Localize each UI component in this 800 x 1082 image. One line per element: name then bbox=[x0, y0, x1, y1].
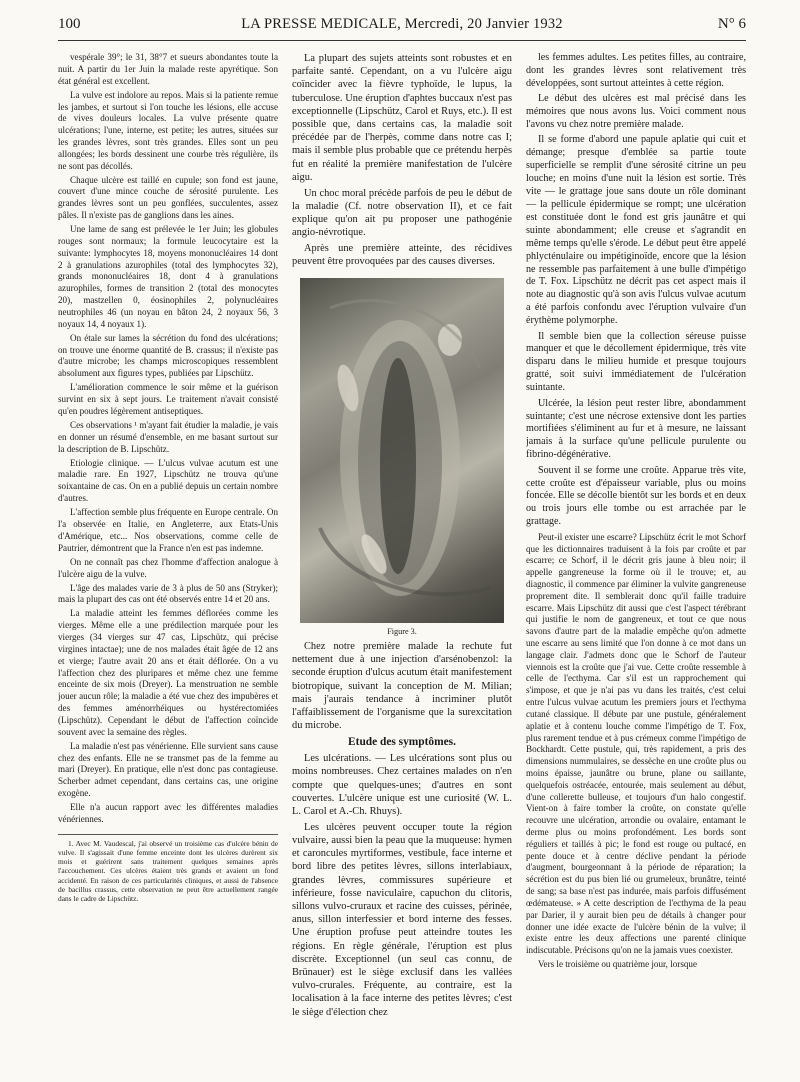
paragraph: vespérale 39°; le 31, 38°7 et sueurs abondantes toute la nuit. A partir du 1er Juin la malade reste apyrétique. Son état général est excellent. bbox=[58, 52, 278, 86]
clinical-photo-illustration bbox=[300, 278, 504, 623]
paragraph: Vers le troisième ou quatrième jour, lorsque bbox=[538, 959, 697, 970]
paragraph: Les ulcères peuvent occuper toute la région vulvaire, aussi bien la peau que la muqueuse: hymen et caroncules myrtiformes, vestibule, face interne et bord libre des petites lèvres, sillons interlabiaux, grandes lèvres, commissures supérieure et inférieure, fosse naviculaire, capuchon du clitoris, sillons vulvo-cruraux et racine des cuisses, périnée, anus, sillon interfessier et bord interne des fesses. Une éruption profuse peut atteindre toutes les régions. En règle générale, l'éruption est plus discrète. Exceptionnel (un seul cas connu, de Brünauer) est le siège exclusif dans les vallées vulvo-crurales. Fréquente, au contraire, est la localisation à la face interne des petites lèvres; c'est le siège d'élection chez bbox=[292, 821, 512, 1018]
paragraph: La maladie n'est pas vénérienne. Elle survient sans cause chez des enfants. Elle ne se transmet pas de la femme au mari (Dreyer). En pratique, elle n'est donc pas contagieuse. Scherber admet cependant, dans certains cas, une origine exogène. bbox=[58, 740, 278, 798]
footnote bbox=[58, 834, 278, 904]
footnote-text: 1. Avec M. Vaudescal, j'ai observé un troisième cas d'ulcère bénin de vulve. Il s'agissait d'une femme enceinte dont les ulcères durèrent six mois et guérirent sans traitement quelques semaines après l'accouchement. Ces ulcères étaient très grands et avaient un fond accidenté. En raison de ces particularités cliniques, et aussi de l'absence de bacillus crassus, cette observation ne peut être actuellement rangée dans le cadre de Lipschütz. bbox=[58, 838, 278, 904]
paragraph: L'amélioration commence le soir même et la guérison survint en six à sept jours. Le traitement n'avait consisté qu'en poudres légèrement antiseptiques. bbox=[58, 382, 278, 416]
paragraph: On étale sur lames la sécrétion du fond des ulcérations; on trouve une énorme quantité de B. crassus; il n'existe pas d'autre microbe; les champs microscopiques ressemblent absolument aux figures types, publiées par Lipschütz. bbox=[58, 332, 278, 379]
paragraph: Une lame de sang est prélevée le 1er Juin; les globules rouges sont normaux; la formule leucocytaire est la suivante: lymphocytes 18, moyens mononucléaires 14 dont 2 à granulations azurophiles (total des lymphocytes 32), grands mononucléaires 18, dont 4 à granulations azurophiles, formes de transition 2 (total des monocytes 20), mastzellen 0, éosinophiles 2, polynucléaires neutrophiles 46 (un noyau en bâton 24, 2 noyaux 56, 3 noyaux 14, 4 noyaux 1). bbox=[58, 224, 278, 329]
paragraph-etiologie: Etiologie clinique. — L'ulcus vulvae acutum est une maladie rare. En 1927, Lipschütz ne trouva qu'une soixantaine de cas. On en a publié depuis un certain nombre d'autres. bbox=[58, 457, 278, 504]
paragraph: La vulve est indolore au repos. Mais si la patiente remue les jambes, et surtout si l'on touche les lésions, elle accuse de vives douleurs locales. La vulve présente quatre ulcérations; l'une, interne, est petite; les autres, situées sur les grandes lèvres, sont très grandes. Elles sont un peu allongées; les bords dessinent une courbe très régulière, ils ne sont pas décollés. bbox=[58, 89, 278, 171]
paragraph: La plupart des sujets atteints sont robustes et en parfaite santé. Cependant, on a vu l'ulcère aigu coïncider avec la fièvre typhoïde, le lupus, la tuberculose. Une éruption d'aphtes buccaux n'est pas exceptionnelle (Lipschütz, Carol et Ruys, etc.). Il est possible que, dans certains cas, la maladie soit précédée par de l'herpès, comme dans notre cas I; mais il semble plus probable que ce prétendu herpès fut en réalité la première manifestation de l'ulcère aigu. bbox=[292, 53, 512, 183]
text-columns bbox=[58, 52, 748, 1076]
section-title: Etude des symptômes. bbox=[348, 735, 456, 748]
journal-title: LA PRESSE MEDICALE, Mercredi, 20 Janvier 1932 bbox=[241, 16, 563, 32]
column-left bbox=[58, 52, 278, 1076]
paragraph: L'âge des malades varie de 3 à plus de 50 ans (Stryker); mais la plupart des cas ont été observés entre 14 et 20 ans. bbox=[58, 582, 278, 605]
figure-caption: Figure 3. bbox=[387, 627, 417, 637]
issue-number: N° 6 bbox=[717, 16, 746, 32]
paragraph: On ne connaît pas chez l'homme d'affection analogue à l'ulcère aigu de la vulve. bbox=[58, 556, 278, 579]
paragraph: La maladie atteint les femmes déflorées comme les vierges. Même elle a une prédilection marquée pour les vierges (34 vierges sur 47 cas, Lipschütz, qui précise virgines intactae); une de nos malades était âgée de 12 ans et vierge; l'autre avait 20 ans et était déflorée. On a vu l'affection chez des pluripares et même chez une femme enceinte de six mois (Dreyer). La menstruation ne semble jouer aucun rôle; la maladie a été vue chez des impubères et des femmes aménorrhéiques ou hystérectomiées (Lipschütz). Cependant le début de l'affection coïncide souvent avec la semaine des règles. bbox=[58, 608, 278, 737]
paragraph: les femmes adultes. Les petites filles, au contraire, dont les grandes lèvres sont relativement très développées, sont surtout atteintes à cette région. bbox=[526, 52, 746, 89]
paragraph: L'affection semble plus fréquente en Europe centrale. On l'a observée en Italie, en Angleterre, aux Etats-Unis d'Amérique, etc... Nos observations, comme celle de Pautrier, démontrent que la France n'en est pas indemne. bbox=[58, 507, 278, 553]
page-header bbox=[58, 16, 746, 41]
page-number: 100 bbox=[58, 16, 81, 32]
paragraph-ulcerations: Les ulcérations. — Les ulcérations sont plus ou moins nombreuses. Chez certaines malades on n'en compte que quelques-unes; d'autres en sont couvertes. L'ulcère unique est une curiosité (W. L. L. Carol et A.-Ch. Rhuys). bbox=[292, 753, 512, 818]
paragraph: Elle n'a aucun rapport avec les différentes maladies vénériennes. bbox=[58, 802, 278, 824]
paragraph: Chaque ulcère est taillé en cupule; son fond est jaune, couvert d'une mince couche de sérosité purulente. Les grandes lèvres sont un peu gonflées, succulentes, assez pâles. Il n'existe pas de ganglions dans les aines. bbox=[58, 174, 278, 221]
paragraph: Le début des ulcères est mal précisé dans les mémoires que nous avons lus. Voici comment nous l'avons vu chez notre première malade. bbox=[526, 93, 746, 131]
paragraph: Ces observations ¹ m'ayant fait étudier la maladie, je vais en donner un résumé d'ensemble, en me basant surtout sur la description de B. Lipschütz. bbox=[58, 419, 278, 454]
paragraph: Il semble bien que la collection séreuse puisse manquer et que le décollement épidermique, très vite disparu dans le milieu humide et presque toujours gratté, soit suivi immédiatement de l'ulcération suintante. bbox=[526, 330, 746, 394]
column-middle bbox=[292, 52, 512, 1076]
paragraph: Ulcérée, la lésion peut rester libre, abondamment suintante; c'est une nécrose extensive dont les parties mortifiées s'éliminent au fur et à mesure, ne laissant jamais à la surface qu'une pellicule purulente ou fibrino-dégénérative. bbox=[526, 397, 746, 461]
paragraph: Souvent il se forme une croûte. Apparue très vite, cette croûte est d'épaisseur variable, plus ou moins foncée. Elle se décolle bientôt sur les bords et en deux ou trois jours elle tombe ou est arrachée par le grattage. bbox=[526, 464, 746, 528]
column-right bbox=[526, 52, 746, 1076]
figure-photograph bbox=[300, 278, 504, 623]
paragraph: Un choc moral précède parfois de peu le début de la maladie (Cf. notre observation II), et ce fait explique qu'on ait pu proposer une pathogénie angio-névrotique. bbox=[292, 187, 512, 239]
paragraph: Peut-il exister une escarre? Lipschütz écrit le mot Schorf que les dictionnaires traduisent à la fois par croûte et par escarre; ce Schorf, il le décrit gris jaune à bleu noir; il appelle gangreneuse la forme où il le trouve; et, au diagnostic, il commence par éliminer la vulvite gangreneuse proprement dite. Il semblerait donc qu'il faille traduire escarre. Mais Lipschütz dit aussi que c'est l'aspect térébrant qui justifie le nom de gangreneux, et tout ce que nous savons d'autre part de la maladie empêche qu'on admette une escarre au sens limité que l'on donne à ce mot dans un langage clair. J'admets donc que le Schorf de l'auteur viennois est la croûte que j'ai vue. Cette croûte ressemble à celle de l'ecthyma. Car s'il est un rapprochement qui s'impose, et que je n'ai pas vu dans les traités, c'est celui entre l'ulcus vulvae acutum les premiers jours et l'ecthyma cutané classique. Il débute par une pustule, généralement aplatie et à contenu louche comme l'impétigo de T. Fox, plus rarement tendue et à pus crémeux comme l'impétigo de Bockhardt. Cette pustule, qui, très rapidement, a pris des dimensions nummulaires, se dessèche en une croûte plus ou moins épaisse, jaunâtre ou brune, plane ou saillante, quelquefois ostréacée, entourée, mais seulement au début, d'une collerette bulleuse, et toujours d'un halo congestif. Vient-on à faire tomber la croûte, on constate qu'elle recouvre une ulcération, arrondie ou ovalaire, entamant le derme plus ou moins profondément. Les bords sont réguliers et taillés à pic; le fond est rouge ou pultacé, en pente douce et à centre déclive pendant la période d'augment, bourgeonnant à la période de réparation; la sécrétion est du pus bien lié ou grumeleux, brunâtre, teinté de sang; sa base n'est pas indurée, mais parfois diffusément œdémateuse. » A cette description de l'ecthyma de la peau par Darier, il y aurait bien peu de détails à changer pour donner une idée exacte de l'ulcère bénin de la vulve; il existe entre les deux affections une parenté clinique indiscutable. Précisons qu'on ne la jamais vues coexister. bbox=[526, 531, 746, 956]
paragraph: Il se forme d'abord une papule aplatie qui cuit et démange; presque d'emblée sa partie toute superficielle se remplit d'une sérosité citrine un peu louche; en moins d'une nuit la lésion est sortie. Très vite — le grattage joue sans doute un rôle dominant — la pellicule épidermique se rompt; une ulcération est constituée dont le fond est gris jaunâtre et qui suinte abondamment; elle creuse et s'agrandit en même temps qu'elle s'érode. Le début peut être appelé phlycténulaire ou impétiginoïde, encore que la lésion ne ressemble pas parfaitement à une bulle d'impétigo de T. Fox. Lipschütz ne décrit pas cet aspect mais il note au diagnostic qu'à son avis l'ulcus vulvae acutum a été parfois confondu avec l'éruption vulvaire d'un érythème polymorphe. bbox=[526, 134, 746, 327]
paragraph: Chez notre première malade la rechute fut nettement due à une injection d'arsénobenzol: la seconde éruption d'ulcus acutum était manifestement biotropique, suivant la conception de M. Milian; mais j'aurais tendance à incriminer plutôt l'affaiblissement de l'organisme que la surexcitation du microbe. bbox=[292, 640, 512, 732]
paragraph: Après une première atteinte, des récidives peuvent être provoquées par des causes diverses. bbox=[292, 243, 512, 268]
